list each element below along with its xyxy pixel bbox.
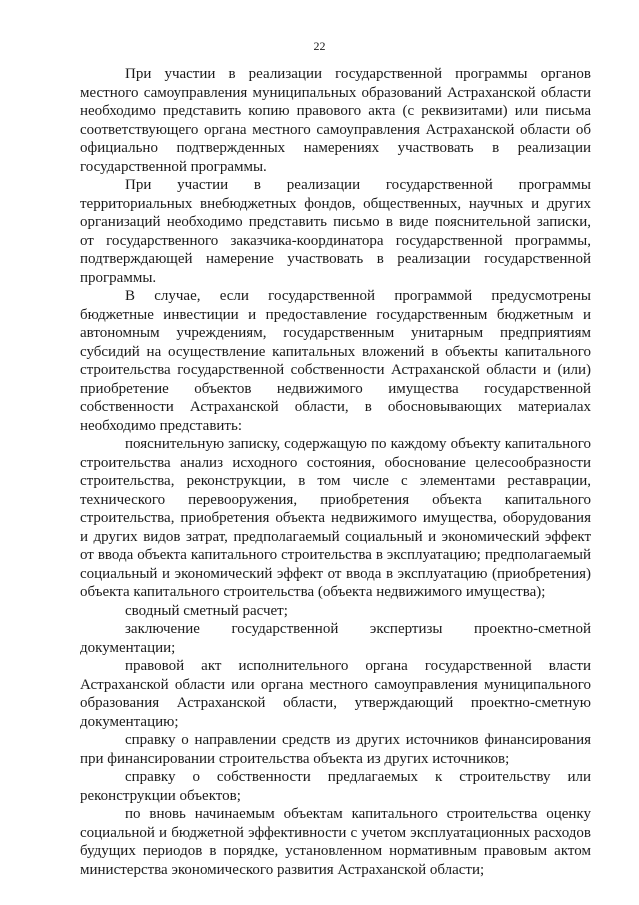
body-paragraph-9: справку о собственности предлагаемых к строительству или реконструкции объектов;: [80, 769, 591, 804]
body-paragraph-1: При участии в реализации государственной программы органов местного самоуправления муниципальных образований Астраханской области необходимо представить копию правового акта (с реквизитами) или письма соответствующего органа местного самоуправления Астраханской области об официально подтвержденных намерениях участвовать в реализации государственной программы.: [80, 66, 591, 175]
body-paragraph-5: сводный сметный расчет;: [125, 602, 288, 619]
body-paragraph-8: справку о направлении средств из других источников финансирования при финансировании строительства объекта из других источников;: [80, 732, 591, 767]
body-paragraph-2: При участии в реализации государственной программы территориальных внебюджетных фондов, общественных, научных и других организаций необходимо представить письмо в виде пояснительной записки, от государственного заказчика-координатора государственной программы, подтверждающей намерение участвовать в реализации государственной программы.: [80, 177, 591, 286]
body-paragraph-10: по вновь начинаемым объектам капитального строительства оценку социальной и бюджетной эффективности с учетом эксплуатационных расходов будущих периодов в порядке, установленном нормативным правовым актом министерства экономического развития Астраханской области;: [80, 806, 591, 878]
body-paragraph-6: заключение государственной экспертизы проектно-сметной документации;: [80, 621, 591, 656]
page-body: [80, 65, 591, 879]
page-number: 22: [313, 39, 326, 53]
body-paragraph-3: В случае, если государственной программой предусмотрены бюджетные инвестиции и предоставление государственным бюджетным и автономным учреждениям, государственным унитарным предприятиям субсидий на осуществление капитальных вложений в объекты капитального строительства государственной собственности Астраханской области и (или) приобретение объектов недвижимого имущества государственной собственности Астраханской области, в обосновывающих материалах необходимо представить:: [80, 288, 591, 434]
body-paragraph-4: пояснительную записку, содержащую по каждому объекту капитального строительства анализ исходного состояния, обоснование целесообразности строительства, реконструкции, в том числе с элементами реставрации, технического перевооружения, приобретения объекта капитального строительства, приобретения объекта недвижимого имущества, оборудования и других видов затрат, предполагаемый социальный и экономический эффект от ввода объекта капитального строительства в эксплуатацию; предполагаемый социальный и экономический эффект от ввода в эксплуатацию (приобретения) объекта капитального строительства (объекта недвижимого имущества);: [80, 436, 591, 600]
body-paragraph-7: правовой акт исполнительного органа государственной власти Астраханской области или органа местного самоуправления муниципального образования Астраханской области, утверждающий проектно-сметную документацию;: [80, 658, 591, 730]
